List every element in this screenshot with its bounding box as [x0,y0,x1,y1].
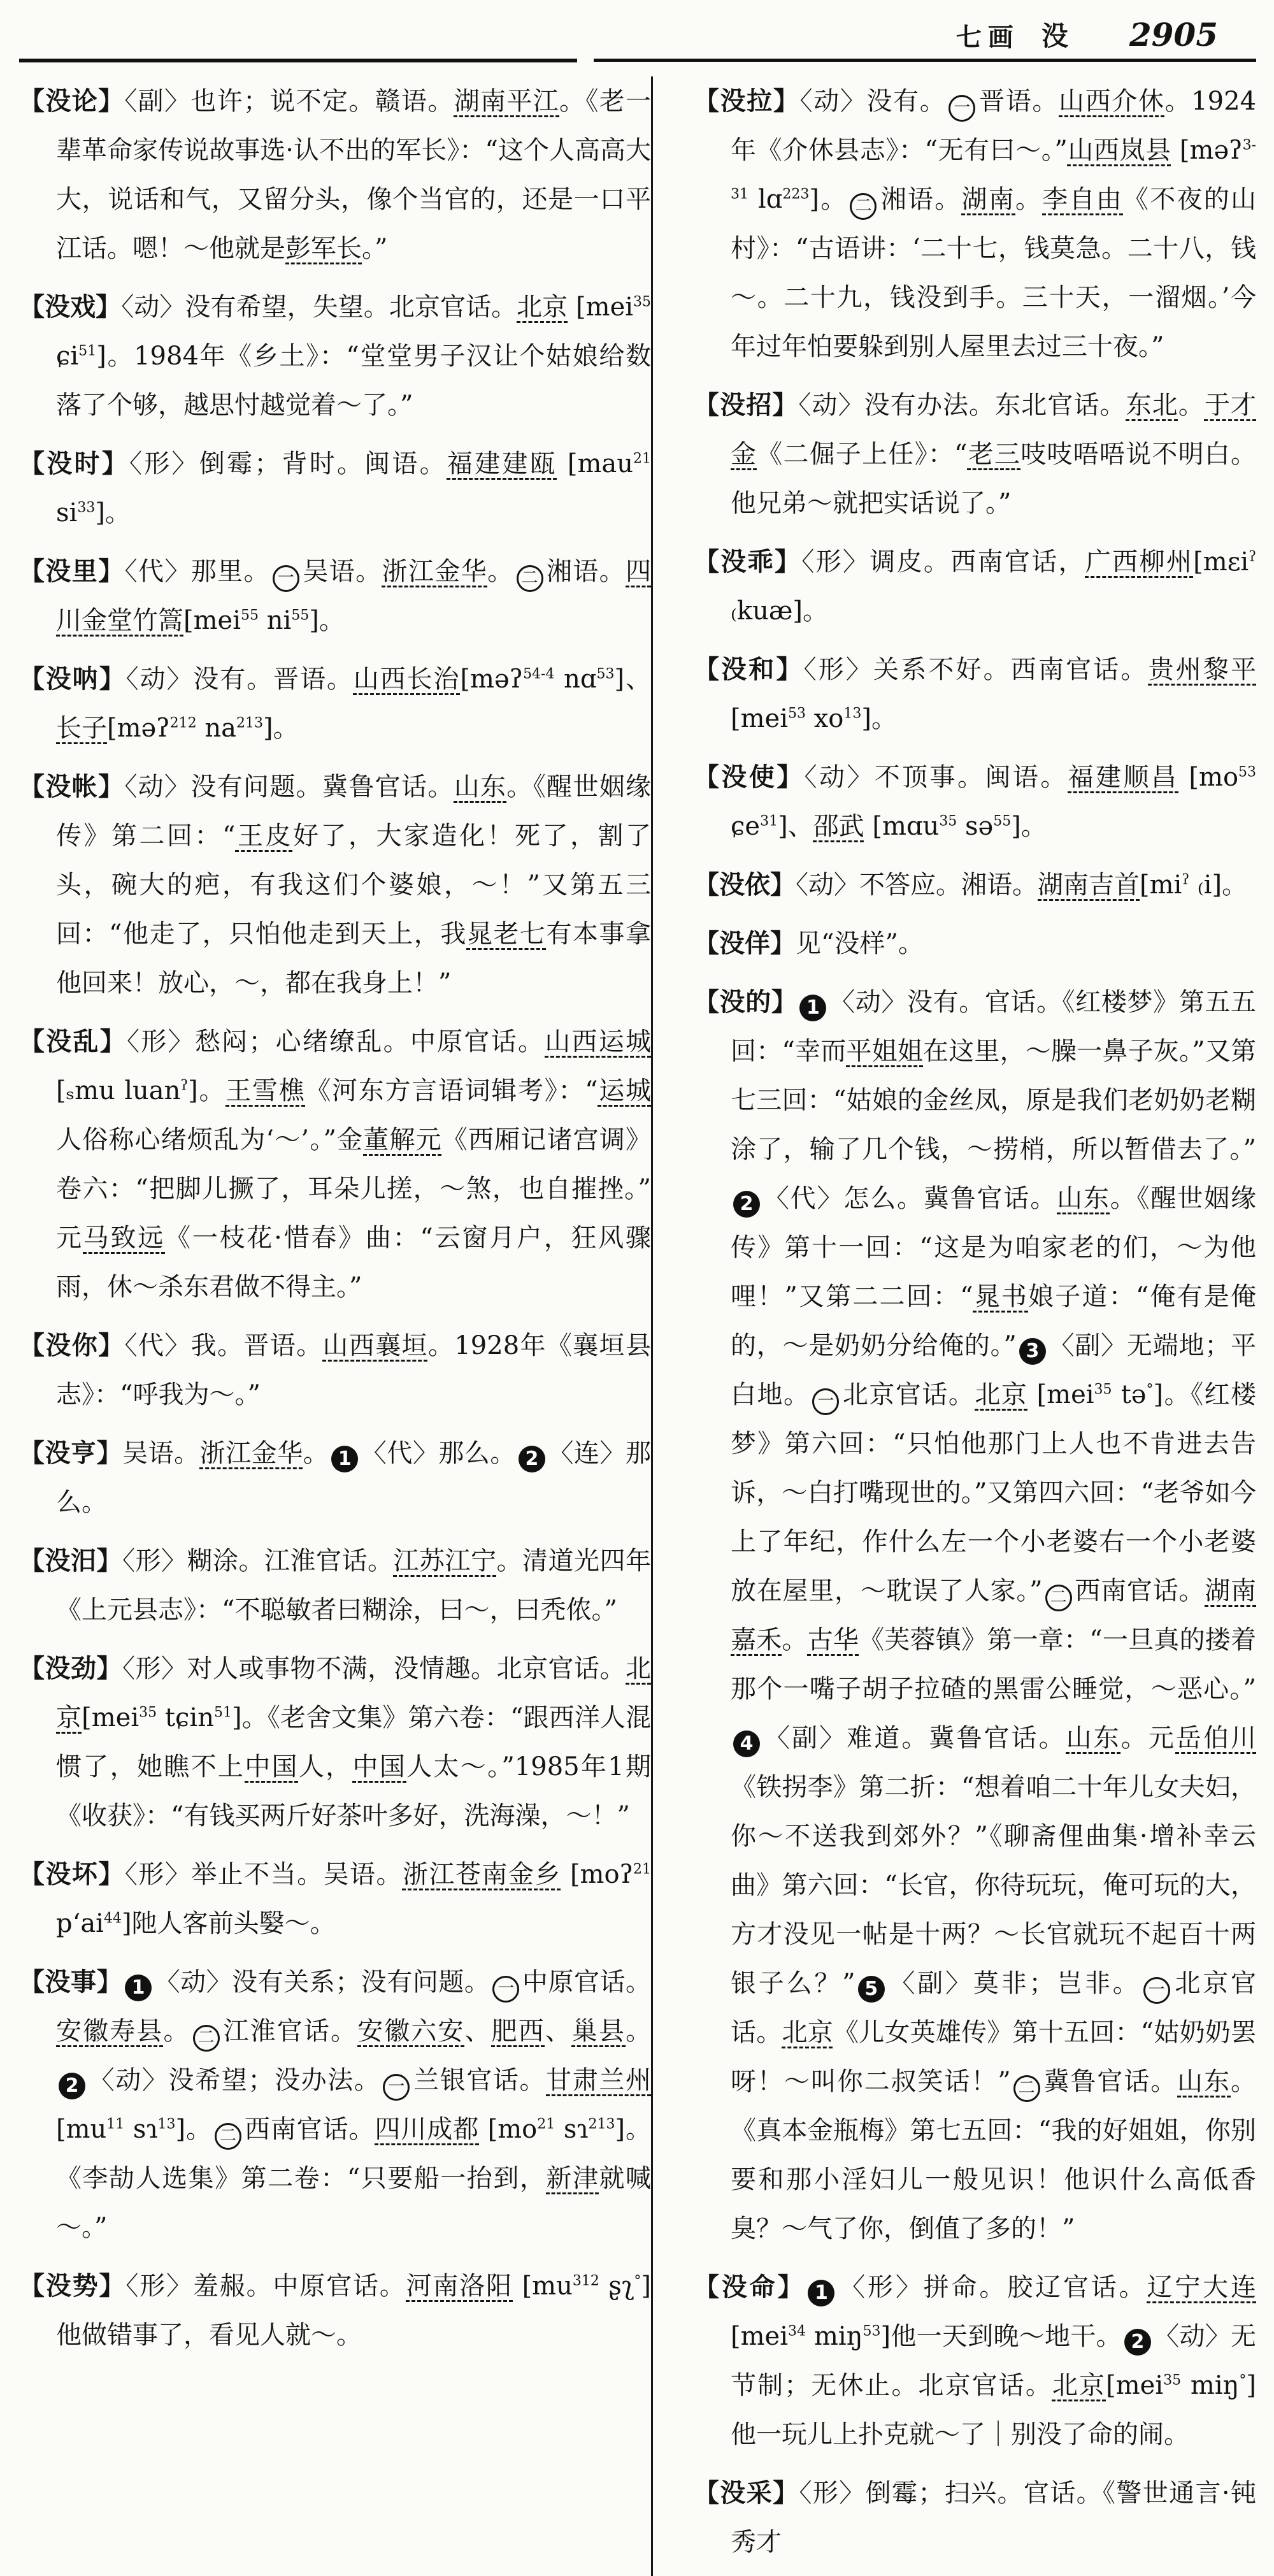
proper-noun: 晁书 [973,1282,1029,1311]
header-rule-right [594,59,1256,62]
proper-noun: 马致远 [83,1223,166,1253]
sense-number: 1 [808,2280,834,2306]
entry-text: 〈形〉羞赧。中原官话。 [125,2271,406,2301]
proper-noun: 辽宁大连 [1147,2273,1257,2302]
subsense-number: 一 [1143,1977,1170,2004]
proper-noun: 山东 [454,772,507,802]
entry-headword: 【没坏】 [19,1859,125,1889]
entry-text: 人， [298,1752,353,1781]
proper-noun: 北京 [1052,2371,1106,2400]
proper-noun: 东北 [1126,391,1178,420]
proper-noun: 长子 [56,714,107,743]
entry-text: 《一枝花·惜春》曲：“云窗月户，狂风骤雨，休～杀东君做不得主。” [56,1223,651,1302]
entry-headword: 【没里】 [19,556,125,586]
dictionary-entry [694,977,1256,2254]
dictionary-entry [694,645,1256,744]
entry-text: 西南官话。 [1074,1576,1205,1606]
entry-headword: 【没论】 [19,86,125,116]
proper-noun: 湖南吉首 [1038,870,1140,900]
entry-text [568,292,576,322]
entry-text: 。《真本金瓶梅》第七五回：“我的好姐姐，你别要和那小淫妇儿一般见识！他识什么高低香臭？～气了你，倒值了多的！” [731,2067,1257,2243]
entry-text: 。 [163,2017,190,2046]
phonetic-transcription: [mei$^{35}$ miŋ°] [1106,2371,1257,2400]
entry-text: 在这里，～臊一鼻子灰。”又第七三回：“姑娘的金丝凤，原是我们老奶奶老糊涂了，输了几个钱，～捞梢，所以暂借去了。” [731,1037,1257,1164]
entry-text [1171,136,1180,165]
proper-noun: 浙江金华 [199,1439,303,1468]
entry-text: 、 [464,2017,492,2046]
entry-headword: 【没帐】 [19,772,125,802]
entry-text: 《李劼人选集》第二卷：“只要船一抬到， [56,2164,547,2193]
entry-text: 〈形〉举止不当。吴语。 [124,1860,403,1889]
phonetic-transcription: [mei$^{34}$ miŋ$^{53}$] [731,2322,891,2351]
entry-text: 1984年《乡土》：“堂堂男子汉让个姑娘给数落了个够，越思忖越觉着～了。” [56,342,651,420]
subsense-number: 一 [492,1976,519,2003]
entry-headword: 【没和】 [694,654,804,684]
proper-noun: 江苏江宁 [393,1546,497,1576]
entry-headword: 【没命】 [694,2272,806,2302]
entry-text: 《红楼梦》第六回：“只怕他那门上人也不肯进去告诉，～白打嘴现世的。”又第四六回：“老爷如今上了年纪，作什么左一个小老婆右一个小老婆放在屋里，～耽误了人家。” [731,1380,1257,1606]
entry-headword: 【没招】 [694,390,799,420]
proper-noun: 北京 [517,292,568,322]
proper-noun: 山东 [1066,1723,1121,1753]
entry-text: 〈代〉那里。 [124,557,270,586]
header-rule-left [19,59,577,62]
proper-noun: 四川金堂竹篙 [56,557,652,635]
header-radical: 没 [1041,20,1068,52]
entry-headword: 【没的】 [694,987,798,1017]
proper-noun: 山西介休 [1059,87,1165,116]
sense-number: 2 [59,2073,85,2099]
dictionary-entry [694,919,1256,968]
proper-noun: 山西运城 [545,1027,652,1056]
entry-text: 兰银官话。 [412,2066,547,2095]
entry-text [513,2271,522,2301]
sense-number: 5 [858,1976,885,2003]
dictionary-entry [19,76,651,273]
phonetic-transcription: [mei$^{55}$ $ni^{55}$]。 [183,606,345,635]
subsense-number: 二 [1013,2075,1040,2102]
entry-text: 〈动〉不顶事。闽语。 [804,763,1068,792]
entry-headword: 【没事】 [19,1967,123,1997]
entry-text: 〈副〉无端地；平白地。 [731,1331,1256,1409]
phonetic-transcription: [$mo^{53}$ ɕe$^{31}$] [731,763,1257,841]
dictionary-entry [694,537,1256,636]
entry-text: 。 [1178,391,1205,420]
entry-text: 〈副〉莫非；岂非。 [887,1969,1141,1998]
proper-noun: 新津 [546,2164,599,2193]
proper-noun: 甘肃兰州 [546,2066,652,2095]
sense-number: 4 [733,1731,760,1757]
proper-noun: 河南洛阳 [406,2271,513,2301]
entry-text: 。《老一辈革命家传说故事选·认不出的军长》：“这个人高高大大，说话和气，又留分头，像个当官的，还是一口平江话。嗯！～他就是 [56,87,652,263]
entry-text: 冀鲁官话。 [1042,2067,1178,2096]
entry-headword: 【没时】 [19,449,129,479]
entry-text: 〈副〉也许；说不定。赣语。 [124,87,454,116]
entry-text [557,449,568,479]
sense-number: 1 [799,995,826,1021]
proper-noun: 广西柳州 [1085,547,1194,577]
entry-text: 。1928年《襄垣县志》：“呼我为～。” [56,1331,652,1409]
sense-number: 1 [125,1975,152,2001]
entry-text: 〈形〉调皮。西南官话， [801,547,1085,577]
entry-text: 《铁拐李》第二折：“想着咱二十年儿女夫妇，你～不送我到郊外？”《聊斋俚曲集·增补幸云曲》第六回：“长官，你待玩玩，俺可玩的大，方才没见一帖是十两？～长官就玩不起百十两银子么？” [731,1773,1256,1998]
entry-text: 〈动〉没有。晋语。 [125,665,354,694]
proper-noun: 于才金 [731,391,1257,469]
proper-noun: 中国 [245,1752,299,1781]
entry-headword: 【没佯】 [694,928,796,958]
proper-noun: 福建顺昌 [1068,763,1179,792]
dictionary-entry [19,1957,651,2252]
proper-noun: 古华 [807,1625,859,1655]
entry-text: 〈形〉关系不好。西南官话。 [803,655,1149,684]
subsense-number: 二 [850,193,877,220]
entry-text: 他做错事了，看见人就～。 [56,2321,362,2350]
header-rule [19,59,1256,62]
entry-text: 〈动〉没希望；没办法。 [88,2066,381,2095]
entry-text: 。 [303,1439,329,1468]
entry-headword: 【没乱】 [19,1026,127,1056]
entry-text [561,1860,570,1889]
entry-text: 〈动〉没有关系；没有问题。 [154,1968,490,1997]
entry-text: 〈连〉那么。 [56,1439,652,1517]
entry-text: 吱吱唔唔说不明白。他兄弟～就把实话说了。” [731,440,1257,518]
entry-text: 〈形〉对人或事物不满，没情趣。北京官话。 [122,1654,626,1683]
entry-text: 人俗称心绪烦乱为‘～’。”金 [56,1125,364,1155]
entry-text: 。 [626,2017,652,2046]
sense-number: 1 [331,1446,358,1472]
proper-noun: 山西长治 [353,665,461,694]
dictionary-entry [19,762,651,1008]
proper-noun: 山东 [1177,2067,1231,2096]
entry-text: 吴语。 [122,1439,200,1468]
sense-number: 2 [733,1191,760,1218]
entry-text: 〈动〉没有希望，失望。北京官话。 [121,292,517,322]
proper-noun: 山西襄垣 [322,1331,428,1360]
phonetic-transcription: [mei$^{35}$ ɕi$^{51}$]。 [56,292,652,371]
phonetic-transcription: [mau$^{21}$ $si^{33}$]。 [56,449,652,528]
subsense-number: 一 [273,565,299,592]
entry-headword: 【没势】 [19,2271,126,2301]
entry-text: 《芙蓉镇》第一章：“一旦真的搂着那个一嘴子胡子拉碴的黑雷公睡觉，～恶心。” [731,1625,1257,1704]
phonetic-transcription: [mɑu$^{35}$ sə$^{55}$]。 [872,812,1047,841]
entry-text: 《西厢记诸宫调》卷六：“把脚儿撅了，耳朵儿搓，～煞，也自摧挫。”元 [56,1125,651,1253]
page-header [19,8,1256,54]
proper-noun: 运城 [598,1076,652,1105]
entry-text: 〈动〉无节制；无休止。北京官话。 [731,2322,1257,2400]
proper-noun: 山东 [1057,1184,1110,1213]
entry-text: 中原官话。 [522,1968,652,1997]
entry-text: 《不夜的山村》：“古语讲：‘二十七，钱莫急。二十八，钱～。二十九，钱没到手。三十天，一溜烟。’今年过年怕要躲到别人屋里去过三十夜。” [731,185,1257,361]
proper-noun: 安徽六安 [357,2017,465,2046]
entry-text: 就喊～。” [56,2164,652,2242]
entry-text: 见“没样”。 [796,929,924,958]
sense-number: 2 [519,1446,545,1472]
entry-text: 阤人客前头嫛～。 [131,1909,336,1938]
entry-text: 好了，大家造化！死了，割了头，碗大的疤，有我这们个婆娘，～！”又第五三回：“他走了，只怕他走到天上，我 [56,821,652,949]
entry-text: 他一玩儿上扑克就～了｜别没了命的闹。 [731,2420,1189,2449]
entry-text: 〈动〉没有办法。东北官话。 [798,391,1126,420]
entry-text: 北京官话。 [841,1380,975,1409]
subsense-number: 一 [948,95,975,122]
entry-text: 。 [487,557,514,586]
dictionary-entry [19,1850,651,1948]
entry-text [1027,1380,1036,1409]
entry-text: 、 [787,812,813,841]
phonetic-transcription: [mei$^{35}$ tɕin$^{51}$]。 [82,1703,268,1732]
entry-text: 〈动〉没有问题。冀鲁官话。 [124,772,454,802]
phonetic-transcription: [$mu^{312}$ ʂʅ°] [522,2271,652,2301]
entry-text: 〈代〉那么。 [361,1439,516,1468]
proper-noun: 湖南 [961,185,1016,214]
entry-headword: 【没戏】 [19,292,122,322]
proper-noun: 北京 [975,1380,1028,1409]
header-page-number: 2905 [1129,16,1218,54]
entry-text: 〈形〉愁闷；心绪缭乱。中原官话。 [127,1027,545,1056]
phonetic-transcription: [moʔ$^{21}$ $p‘ai^{44}$] [56,1860,652,1938]
entry-text [479,2115,488,2144]
proper-noun: 肥西 [491,2017,545,2046]
proper-noun: 邵武 [813,812,864,841]
phonetic-transcription: [$mo^{21}$ sɿ$^{213}$]。 [487,2115,652,2144]
entry-text: 。 [782,1625,808,1655]
proper-noun: 四川成都 [375,2115,479,2144]
dictionary-entry [694,752,1256,851]
dictionary-entry [694,860,1256,910]
phonetic-transcription: [mɛi$^ʔ$ ₍kuæ]。 [731,547,1257,626]
proper-noun: 浙江金华 [382,557,488,586]
entry-text: 〈形〉拼命。胶辽官话。 [837,2273,1147,2302]
phonetic-transcription: [$mi^ʔ$ ₍i]。 [1140,870,1248,900]
entry-headword: 【没劲】 [19,1653,122,1683]
entry-text: 。《醒世姻缘传》第十一回：“这是为咱家老的们，～为他哩！”又第二二回：“ [731,1184,1257,1311]
proper-noun: 老三 [967,440,1021,469]
entry-text: 〈动〉没有。 [799,87,947,116]
entry-text: 〈代〉怎么。冀鲁官话。 [762,1184,1057,1213]
entry-text [864,812,873,841]
dictionary-entry [19,654,651,753]
proper-noun: 浙江苍南金乡 [402,1860,561,1889]
entry-text: 、 [545,2017,572,2046]
entry-text: 、 [624,665,652,694]
entry-text: 〈形〉糊涂。江淮官话。 [122,1546,394,1576]
subsense-number: 二 [193,2025,220,2052]
dictionary-entry [694,380,1256,528]
entry-text: 吴语。 [301,557,382,586]
entry-text: 〈副〉难道。冀鲁官话。 [762,1723,1066,1753]
proper-noun: 北京 [782,2018,833,2047]
entry-headword: 【没使】 [694,762,805,792]
entry-text: 〈形〉倒霉；背时。闽语。 [129,449,447,479]
entry-headword: 【没采】 [694,2478,799,2508]
proper-noun: 李自由 [1042,185,1124,214]
subsense-number: 一 [383,2074,410,2101]
entry-text: 晋语。 [978,87,1059,116]
subsense-number: 二 [1045,1585,1072,1611]
entry-text: 湘语。 [879,185,962,214]
dictionary-entry [19,2261,651,2360]
proper-noun: 王皮 [235,821,293,851]
entry-text: 湘语。 [545,557,626,586]
sense-number: 3 [1019,1338,1046,1365]
entry-text: 〈动〉不答应。湘语。 [796,870,1038,900]
sense-number: 2 [1124,2329,1151,2356]
proper-noun: 湖南平江 [454,87,560,116]
proper-noun: 岳伯川 [1175,1723,1257,1753]
proper-noun: 北京 [56,1654,651,1732]
entry-headword: 【没依】 [694,870,796,900]
entry-text: 〈代〉我。晋语。 [124,1331,323,1360]
header-section-label: 七画 [956,22,1020,52]
entry-text: 人太～。”1985年1期《收获》：“有钱买两斤好茶叶多好，洗海澡，～！” [56,1752,652,1831]
subsense-number: 一 [812,1388,839,1415]
entry-text: 〈动〉没有。官话。《红楼梦》第五五回：“幸而 [731,988,1257,1066]
subsense-number: 二 [215,2123,241,2150]
dictionary-entry [19,282,651,430]
entry-headword: 【没汨】 [19,1546,122,1576]
entry-text: 〈形〉倒霉；扫兴。官话。《警世通言·钝秀才 [731,2479,1257,2557]
phonetic-transcription: [mei$^{35}$ tə°]。 [1036,1380,1191,1409]
page-columns [19,76,1256,2576]
proper-noun: 董解元 [363,1125,442,1155]
phonetic-transcription: [ₛmu luan$^ʔ$]。 [56,1076,226,1105]
proper-noun: 福建建瓯 [447,449,557,479]
proper-noun: 巢县 [571,2017,626,2046]
dictionary-entry [19,1644,651,1841]
entry-text: 《儿女英雄传》第十五回：“姑奶奶罢呀！～叫你二叔笑话！” [731,2018,1257,2096]
proper-noun: 彭军长 [285,234,362,263]
proper-noun: 平姐姐 [846,1037,924,1066]
entry-text [1178,763,1189,792]
proper-noun: 湖南嘉禾 [731,1576,1256,1655]
entry-text: 《老舍文集》第六卷：“跟西洋人混惯了，她瞧不上 [56,1703,652,1781]
proper-noun: 贵州黎平 [1148,655,1257,684]
entry-text: 《河东方言语词辑考》：“ [305,1076,598,1105]
entry-text: 《二倔子上任》：“ [757,440,968,469]
dictionary-entry [19,1428,651,1527]
dictionary-entry [19,1321,651,1420]
entry-text: 西南官话。 [243,2115,375,2144]
proper-noun: 山西岚县 [1067,136,1171,165]
subsense-number: 二 [517,565,543,592]
dictionary-entry [19,1536,651,1635]
entry-text: 有本事拿他回来！放心，～，都在我身上！” [56,919,652,998]
dictionary-entry [694,2263,1256,2459]
entry-text: 。元 [1120,1723,1176,1753]
entry-text: 江淮官话。 [222,2017,358,2046]
entry-text: 他一天到晚～地干。 [891,2322,1122,2351]
proper-noun: 安徽寿县 [56,2017,164,2046]
dictionary-entry [19,439,651,538]
dictionary-entry [19,547,651,645]
phonetic-transcription: [məʔ$^{212}$ $na^{213}$]。 [107,714,299,743]
entry-text: 北京官话。 [731,1969,1256,2047]
left-column [19,76,651,2576]
entry-headword: 【没亨】 [19,1438,123,1468]
entry-headword: 【没拉】 [694,86,800,116]
phonetic-transcription: [mei$^{53}$ $xo^{13}$]。 [731,704,897,733]
entry-text: 。清道光四年《上元县志》：“不聪敏者曰糊涂，曰～，曰秃侬。” [56,1546,651,1625]
entry-text: 。” [362,234,388,263]
entry-text: 娘子道：“俺有是俺的，～是奶奶分给俺的。” [731,1282,1256,1360]
entry-text: 。《醒世姻缘传》第二回：“ [56,772,652,851]
phonetic-transcription: [məʔ$^{3-31}$ lɑ$^{223}$]。 [731,136,1256,214]
phonetic-transcription: [$mu^{11}$ sɿ$^{13}$]。 [56,2115,212,2144]
dictionary-entry [694,76,1256,371]
entry-headword: 【没呐】 [19,664,126,694]
proper-noun: 晁老七 [466,919,547,949]
entry-text: 。1924年《介休县志》：“无有曰～。” [731,87,1257,165]
proper-noun: 王雪樵 [225,1076,306,1105]
entry-headword: 【没你】 [19,1330,125,1360]
entry-headword: 【没乖】 [694,547,802,577]
dictionary-entry [694,2468,1256,2567]
phonetic-transcription: [məʔ$^{54-4}$ nɑ$^{53}$] [460,665,625,694]
proper-noun: 中国 [352,1752,407,1781]
right-column [653,76,1256,2576]
entry-text: 。 [1015,185,1043,214]
dictionary-entry [19,1017,651,1312]
